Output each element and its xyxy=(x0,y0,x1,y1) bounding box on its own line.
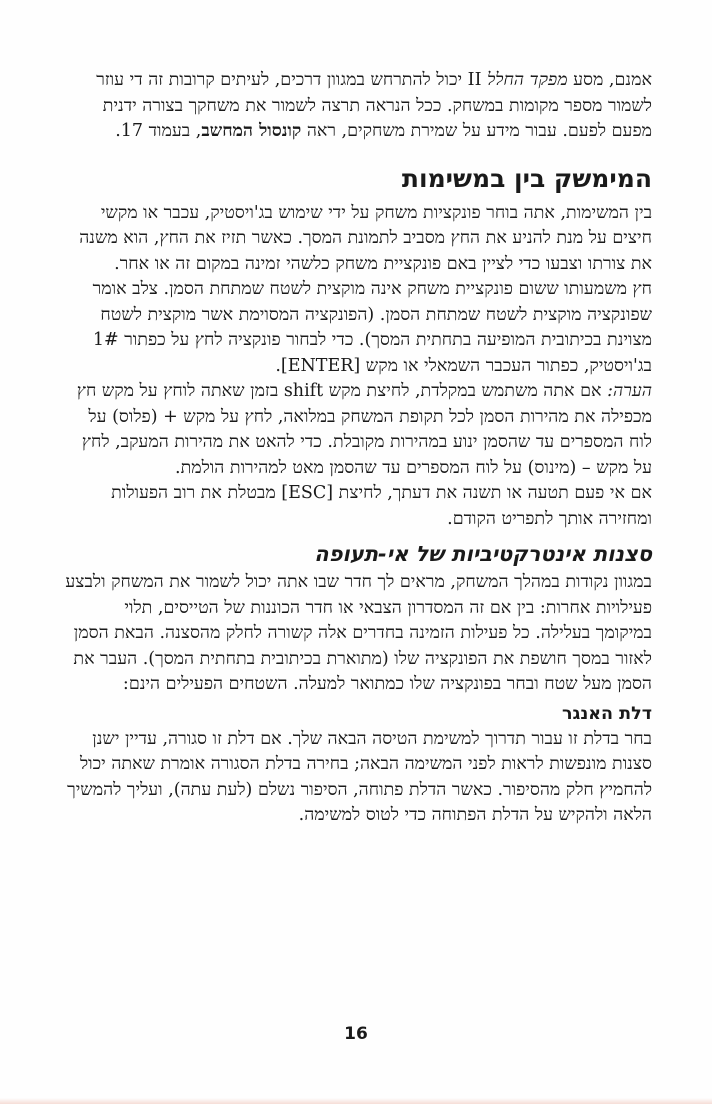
subsection-heading: סצנות אינטרקטיביות של אי-תעופה xyxy=(314,542,652,566)
intro-paragraph xyxy=(64,68,652,145)
hangar-door-heading: דלת האנגר xyxy=(562,703,652,724)
section-paragraph-3: אם אי פעם תטעה או תשנה את דעתך, לחיצת [ESC] מבטלת את רוב הפעולות ומחזירה אותך לתפריט הקודם. xyxy=(111,483,652,529)
note-paragraph xyxy=(64,379,652,481)
note-label: הערה: xyxy=(607,381,652,401)
section-paragraph-2: חץ משמעותו ששום פונקציית משחק אינה מוקצית לשטח שמתחת הסמן. צלב אומר שפונקציה מוקצית לשטח שמתחת הסמן. (הפונקציה המסוימת אשר מוקצית לשטח מצוינת בכיתובית המופיעה בתחתית המסך). כדי לבחור פונקציה לחץ על כפתור 1# בג'ויסטיק, כפתור העכבר השמאלי או מקש [ENTER]. xyxy=(92,279,652,376)
subsection-paragraph: במגוון נקודות במהלך המשחק, מראים לך חדר שבו אתה יכול לשמור את המשחק ולבצע פעילויות אחרות: בין אם זה המסדרון הצבאי או חדר הכוננות של הטייסים, תלוי במיקומך בעלילה. כל פעילות הזמינה בחדרים אלה קשורה לחלק מהסצנה. הבאת הסמן לאזור במסך חושפת את הפונקציה שלו (מתוארת בכיתובית בתחתית המסך). העבר את הסמן מעל שטח ובחר בפונקציה שלו כמתואר למעלה. השטחים הפעילים הינם: xyxy=(65,572,652,694)
section-paragraph-1: בין המשימות, אתה בוחר פונקציות משחק על ידי שימוש בג'ויסטיק, עכבר או מקשי חיצים על מנת להניע את החץ מסביב לתמונת המסך. כאשר תזיז את החץ, הוא משנה את צורתו וצבעו כדי לציין באם פונקציית משחק כלשהי זמינה במקום זה או אחר. xyxy=(79,202,652,274)
cross-reference: קונסול המחשב xyxy=(201,121,302,141)
intro-text-middle: II יכול להתרחש במגוון דרכים, לעיתים קרובות זה די עוזר לשמור מספר מקומות במשחק. ככל הנראה תרצה לשמור את משחקך בצורה ידנית מפעם לפעם. עבור מידע על שמירת משחקים, ראה xyxy=(96,70,652,141)
intro-text-start: אמנם, מסע xyxy=(567,70,652,90)
hangar-door-paragraph: בחר בדלת זו עבור תדרוך למשימת הטיסה הבאה שלך. אם דלת זו סגורה, עדיין ישנן סצנות מונפשות לראות לפני המשימה הבאה; בחירה בדלת הסגורה אומרת שאתה יכול להחמיץ חלק מהסיפור. כאשר הדלת פתוחה, הסיפור נשלם (לעת עתה), ועליך להמשיך הלאה ולהקיש על הדלת הפתוחה כדי לטוס למשימה. xyxy=(67,728,652,825)
game-title: מפקד החלל xyxy=(487,70,568,90)
page-edge xyxy=(0,1098,712,1104)
intro-text-end: , בעמוד 17. xyxy=(115,121,202,141)
page-number: 16 xyxy=(344,1024,368,1044)
page-body xyxy=(64,62,652,829)
section-heading: המימשק בין במשימות xyxy=(401,163,652,193)
note-text: אם אתה משתמש במקלדת, לחיצת מקש shift בזמן שאתה לוחץ על מקש חץ מכפילה את מהירות הסמן לכל תקופת המשחק במלואה, לחץ על מקש + (פלוס) על לוח המספרים עד שהסמן ינוע במהירות מקובלת. כדי להאט את מהירות המעקב, לחץ על מקש – (מינוס) על לוח המספרים עד שהסמן מאט למהירות הולמת. xyxy=(76,381,652,478)
